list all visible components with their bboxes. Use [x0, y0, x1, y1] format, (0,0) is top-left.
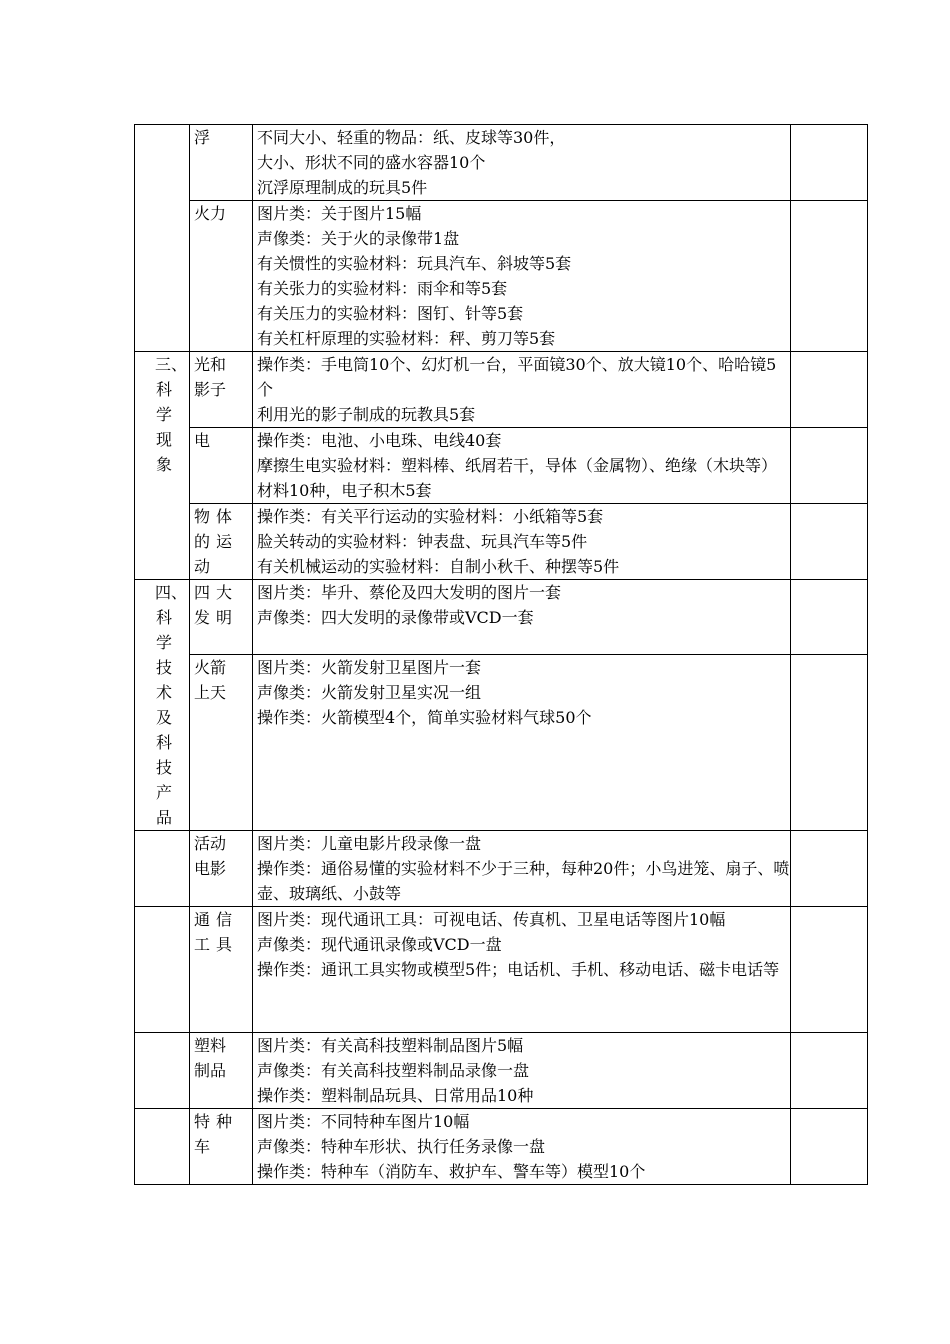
- material-line: 图片类：有关高科技塑料制品图片5幅: [257, 1036, 524, 1055]
- material-line: 操作类：有关平行运动的实验材料：小纸箱等5套: [257, 507, 604, 526]
- category-cell: [135, 1033, 190, 1109]
- topic-cell: 浮: [190, 125, 253, 201]
- materials-cell: [253, 831, 791, 907]
- material-line: 操作类：火箭模型4个，简单实验材料气球50个: [257, 708, 592, 728]
- topic-cell: 物体的运动: [190, 504, 253, 580]
- topic-cell: 通信工具: [190, 907, 253, 1033]
- notes-cell: [791, 655, 868, 831]
- table-row: [135, 831, 868, 907]
- notes-cell: [791, 125, 868, 201]
- category-cell: 四、科学技术及科技产品: [135, 580, 190, 831]
- material-line: 脸关转动的实验材料：钟表盘、玩具汽车等5件: [257, 532, 588, 551]
- table-row: [135, 201, 868, 352]
- category-cell: [135, 1109, 190, 1185]
- materials-cell: [253, 1033, 791, 1109]
- material-line: 声像类：特种车形状、执行任务录像一盘: [257, 1137, 546, 1156]
- notes-cell: [791, 580, 868, 655]
- material-line: 有关机械运动的实验材料：自制小秋千、种摆等5件: [257, 557, 620, 576]
- topic-cell: 火箭上天: [190, 655, 253, 831]
- material-line: 图片类：现代通讯工具：可视电话、传真机、卫星电话等图片10幅: [257, 910, 726, 929]
- category-cell: [135, 125, 190, 352]
- notes-cell: [791, 1109, 868, 1185]
- table-row: [135, 125, 868, 201]
- material-line: 声像类：有关高科技塑料制品录像一盘: [257, 1061, 530, 1080]
- materials-cell: [253, 1109, 791, 1185]
- materials-table: [134, 124, 868, 1185]
- material-line: 图片类：毕升、蔡伦及四大发明的图片一套: [257, 583, 562, 602]
- material-line: 图片类：不同特种车图片10幅: [257, 1112, 470, 1131]
- materials-cell: [253, 201, 791, 352]
- table-row: [135, 1033, 868, 1109]
- material-line: 声像类：四大发明的录像带或VCD一套: [257, 608, 534, 627]
- material-line: 有关压力的实验材料：图钉、针等5套: [257, 304, 524, 323]
- notes-cell: [791, 907, 868, 1033]
- table-row: [135, 428, 868, 504]
- materials-cell: [253, 655, 791, 831]
- material-line: 声像类：火箭发射卫星实况一组: [257, 683, 482, 703]
- category-cell: [135, 831, 190, 907]
- material-line: 操作类：电池、小电珠、电线40套: [257, 431, 502, 450]
- topic-cell: 活动电影: [190, 831, 253, 907]
- category-cell: [135, 907, 190, 1033]
- material-line: 大小、形状不同的盛水容器10个: [257, 153, 486, 172]
- topic-cell: 火力: [190, 201, 253, 352]
- notes-cell: [791, 201, 868, 352]
- table-row: [135, 580, 868, 655]
- materials-cell: [253, 580, 791, 655]
- materials-cell: [253, 504, 791, 580]
- materials-cell: [253, 907, 791, 1033]
- materials-cell: [253, 125, 791, 201]
- category-cell: 三、科学现象: [135, 352, 190, 580]
- material-line: 操作类：塑料制品玩具、日常用品10种: [257, 1086, 534, 1105]
- material-line: 图片类：火箭发射卫星图片一套: [257, 658, 482, 678]
- material-line: 利用光的影子制成的玩教具5套: [257, 405, 476, 424]
- material-line: 有关惯性的实验材料：玩具汽车、斜坡等5套: [257, 254, 572, 273]
- topic-cell: 四大发明: [190, 580, 253, 655]
- material-line: 有关张力的实验材料：雨伞和等5套: [257, 279, 508, 298]
- notes-cell: [791, 428, 868, 504]
- topic-cell: 光和影子: [190, 352, 253, 428]
- topic-cell: 电: [190, 428, 253, 504]
- notes-cell: [791, 504, 868, 580]
- material-line: 操作类：手电筒10个、幻灯机一台，平面镜30个、放大镜10个、哈哈镜5个: [257, 355, 777, 399]
- table-row: [135, 504, 868, 580]
- material-line: 操作类：特种车（消防车、救护车、警车等）模型10个: [257, 1162, 646, 1181]
- material-line: 有关杠杆原理的实验材料：秤、剪刀等5套: [257, 329, 556, 348]
- topic-cell: 塑料制品: [190, 1033, 253, 1109]
- materials-cell: [253, 428, 791, 504]
- materials-cell: [253, 352, 791, 428]
- material-line: 沉浮原理制成的玩具5件: [257, 178, 428, 197]
- material-line: 操作类：通讯工具实物或模型5件；电话机、手机、移动电话、磁卡电话等: [257, 960, 780, 979]
- material-line: 不同大小、轻重的物品：纸、皮球等30件，: [257, 128, 566, 147]
- table-row: [135, 655, 868, 831]
- table-row: [135, 352, 868, 428]
- table-row: [135, 1109, 868, 1185]
- material-line: 声像类：关于火的录像带1盘: [257, 229, 460, 248]
- notes-cell: [791, 831, 868, 907]
- material-line: 操作类：通俗易懂的实验材料不少于三种，每种20件；小鸟进笼、扇子、喷壶、玻璃纸、小鼓等: [257, 859, 790, 903]
- topic-cell: 特种车: [190, 1109, 253, 1185]
- material-line: 图片类：关于图片15幅: [257, 204, 422, 223]
- table-row: [135, 907, 868, 1033]
- notes-cell: [791, 352, 868, 428]
- material-line: 声像类：现代通讯录像或VCD一盘: [257, 935, 502, 954]
- material-line: 图片类：儿童电影片段录像一盘: [257, 834, 482, 853]
- material-line: 摩擦生电实验材料：塑料棒、纸屑若干，导体（金属物）、绝缘（木块等）材料10种，电子积木5套: [257, 456, 778, 500]
- notes-cell: [791, 1033, 868, 1109]
